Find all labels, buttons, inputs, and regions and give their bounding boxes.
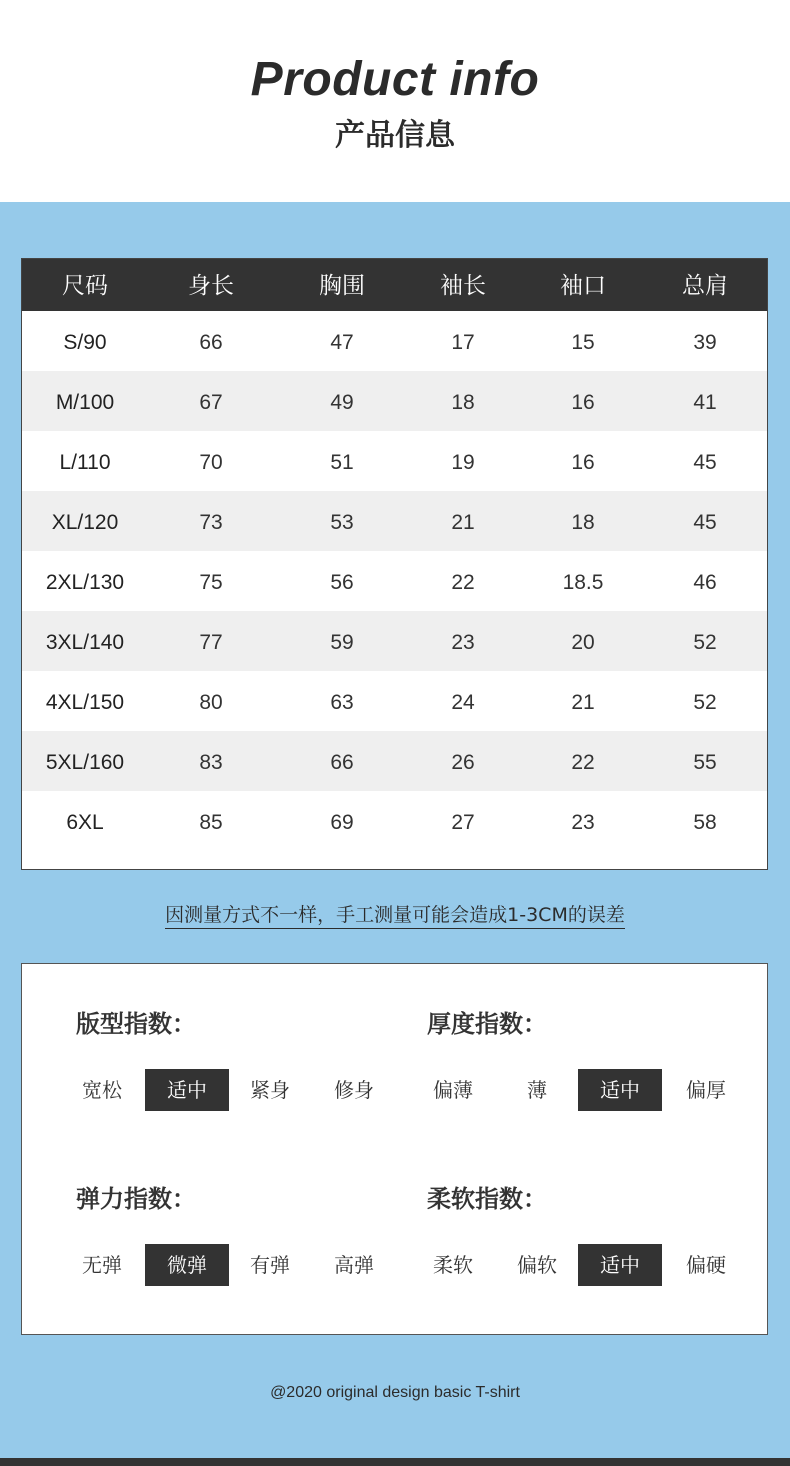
table-row — [22, 671, 767, 731]
table-cell: 51 — [330, 451, 354, 474]
index-title: 弹力指数： — [76, 1185, 196, 1213]
index-option: 偏厚 — [686, 1078, 726, 1102]
table-cell: 59 — [330, 631, 354, 654]
column-header: 袖长 — [440, 273, 486, 299]
table-cell: 66 — [330, 751, 354, 774]
column-header: 总肩 — [682, 273, 728, 299]
table-cell: 46 — [693, 571, 717, 594]
table-cell: 52 — [693, 631, 717, 654]
measurement-note — [0, 900, 790, 927]
table-cell: 58 — [693, 811, 717, 834]
table-cell: 21 — [571, 691, 595, 714]
size-table — [21, 258, 768, 870]
table-cell: 49 — [330, 391, 354, 414]
table-cell: 69 — [330, 811, 354, 834]
table-cell: 16 — [571, 391, 595, 414]
index-option: 紧身 — [250, 1078, 290, 1102]
title-en: Product info — [250, 53, 540, 106]
size-label: L/110 — [59, 451, 111, 474]
table-cell: 63 — [330, 691, 354, 714]
table-cell: 41 — [693, 391, 717, 414]
size-label: M/100 — [55, 391, 115, 414]
bottom-strip — [0, 1458, 790, 1466]
table-row — [22, 371, 767, 431]
table-cell: 75 — [199, 571, 223, 594]
column-header: 袖口 — [560, 273, 606, 299]
table-cell: 77 — [199, 631, 223, 654]
table-cell: 73 — [199, 511, 223, 534]
table-cell: 24 — [451, 691, 475, 714]
size-label: 3XL/140 — [45, 631, 125, 654]
table-cell: 18.5 — [562, 571, 604, 594]
measurement-note-text: 因测量方式不一样，手工测量可能会造成1-3CM的误差 — [165, 904, 625, 929]
index-option-selected: 适中 — [578, 1069, 662, 1111]
index-option: 无弹 — [82, 1253, 122, 1277]
table-cell: 83 — [199, 751, 223, 774]
index-box — [21, 963, 768, 1335]
index-option: 偏软 — [517, 1253, 557, 1277]
index-title: 柔软指数： — [427, 1185, 547, 1213]
table-cell: 45 — [693, 451, 717, 474]
table-row — [22, 791, 767, 851]
size-label: 4XL/150 — [45, 691, 125, 714]
table-cell: 16 — [571, 451, 595, 474]
table-cell: 23 — [451, 631, 475, 654]
table-cell: 27 — [451, 811, 475, 834]
table-row — [22, 611, 767, 671]
table-cell: 45 — [693, 511, 717, 534]
title-cn: 产品信息 — [335, 118, 455, 153]
index-option: 修身 — [334, 1078, 374, 1102]
table-row — [22, 311, 767, 371]
table-cell: 52 — [693, 691, 717, 714]
index-option: 偏硬 — [686, 1253, 726, 1277]
footer-text: @2020 original design basic T-shirt — [270, 1384, 520, 1401]
table-cell: 22 — [451, 571, 475, 594]
index-option: 薄 — [527, 1078, 547, 1102]
table-cell: 39 — [693, 331, 717, 354]
table-cell: 22 — [571, 751, 595, 774]
table-cell: 18 — [571, 511, 595, 534]
index-option: 柔软 — [433, 1253, 473, 1277]
table-cell: 56 — [330, 571, 354, 594]
header — [0, 0, 790, 202]
table-cell: 85 — [199, 811, 223, 834]
index-option: 高弹 — [334, 1253, 374, 1277]
table-cell: 67 — [199, 391, 223, 414]
table-cell: 19 — [451, 451, 475, 474]
table-cell: 17 — [451, 331, 475, 354]
table-cell: 23 — [571, 811, 595, 834]
table-row — [22, 431, 767, 491]
index-option-selected: 微弹 — [145, 1244, 229, 1286]
size-label: 2XL/130 — [45, 571, 125, 594]
index-option: 有弹 — [250, 1253, 290, 1277]
index-option-selected: 适中 — [578, 1244, 662, 1286]
table-row — [22, 551, 767, 611]
size-label: 6XL — [66, 811, 104, 834]
table-cell: 47 — [330, 331, 354, 354]
table-cell: 15 — [571, 331, 595, 354]
table-cell: 80 — [199, 691, 223, 714]
index-option-selected: 适中 — [145, 1069, 229, 1111]
index-option: 偏薄 — [433, 1078, 473, 1102]
column-header: 身长 — [188, 273, 234, 299]
table-cell: 20 — [571, 631, 595, 654]
index-title: 版型指数： — [76, 1010, 196, 1038]
table-cell: 21 — [451, 511, 475, 534]
size-label: XL/120 — [51, 511, 119, 534]
table-cell: 70 — [199, 451, 223, 474]
size-label: S/90 — [63, 331, 107, 354]
table-header — [22, 259, 767, 311]
table-cell: 55 — [693, 751, 717, 774]
table-cell: 53 — [330, 511, 354, 534]
size-label: 5XL/160 — [45, 751, 125, 774]
table-row — [22, 491, 767, 551]
table-cell: 18 — [451, 391, 475, 414]
column-header: 尺码 — [62, 273, 108, 299]
column-header: 胸围 — [319, 273, 365, 299]
table-cell: 26 — [451, 751, 475, 774]
table-row — [22, 731, 767, 791]
index-title: 厚度指数： — [427, 1010, 547, 1038]
index-option: 宽松 — [82, 1078, 122, 1102]
table-cell: 66 — [199, 331, 223, 354]
